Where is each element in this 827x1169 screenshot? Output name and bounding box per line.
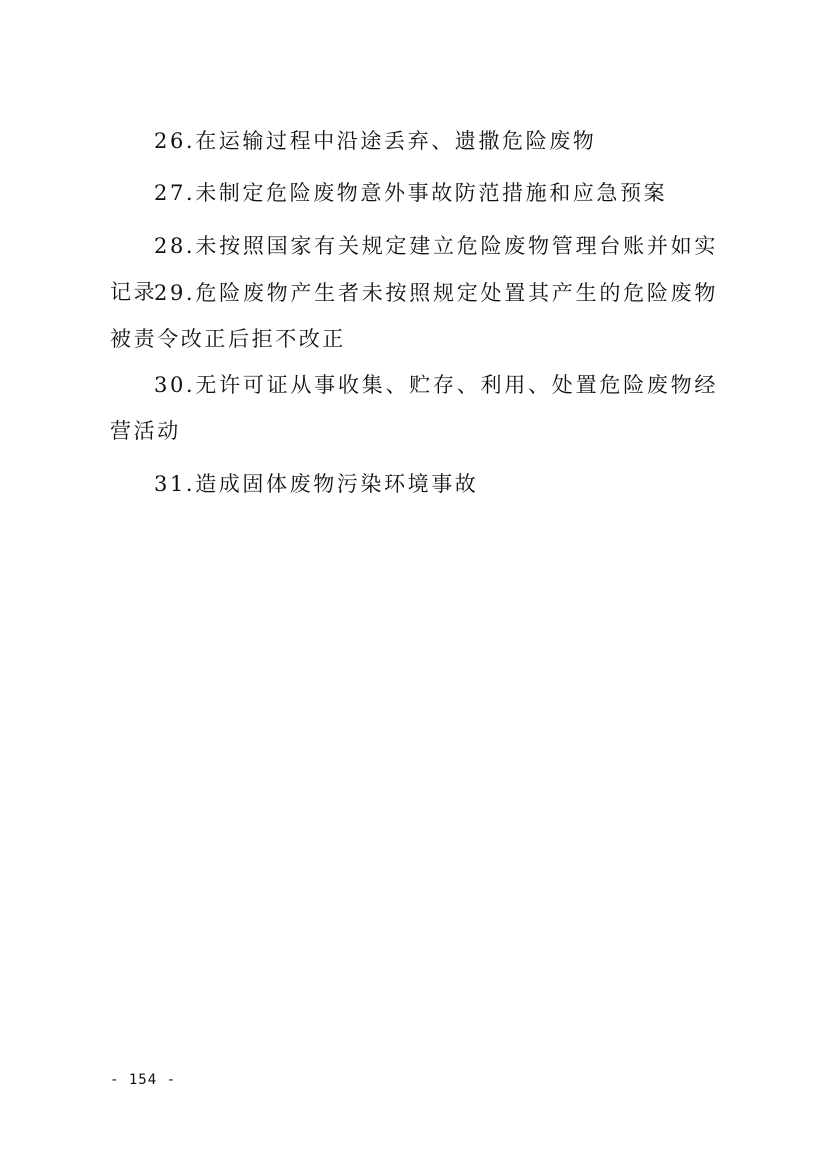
list-item: 31.造成固体废物污染环境事故: [154, 472, 479, 496]
list-item: 28.未按照国家有关规定建立危险废物管理台账并如实记录: [110, 234, 718, 304]
list-item: 27.未制定危险废物意外事故防范措施和应急预案: [154, 181, 668, 205]
list-item: 26.在运输过程中沿途丢弃、遗撒危险废物: [154, 129, 597, 153]
list-item: 30.无许可证从事收集、贮存、利用、处置危险废物经营活动: [110, 373, 718, 443]
page-number: - 154 -: [110, 1072, 177, 1088]
list-item: 29.危险废物产生者未按照规定处置其产生的危险废物被责令改正后拒不改正: [110, 281, 718, 351]
